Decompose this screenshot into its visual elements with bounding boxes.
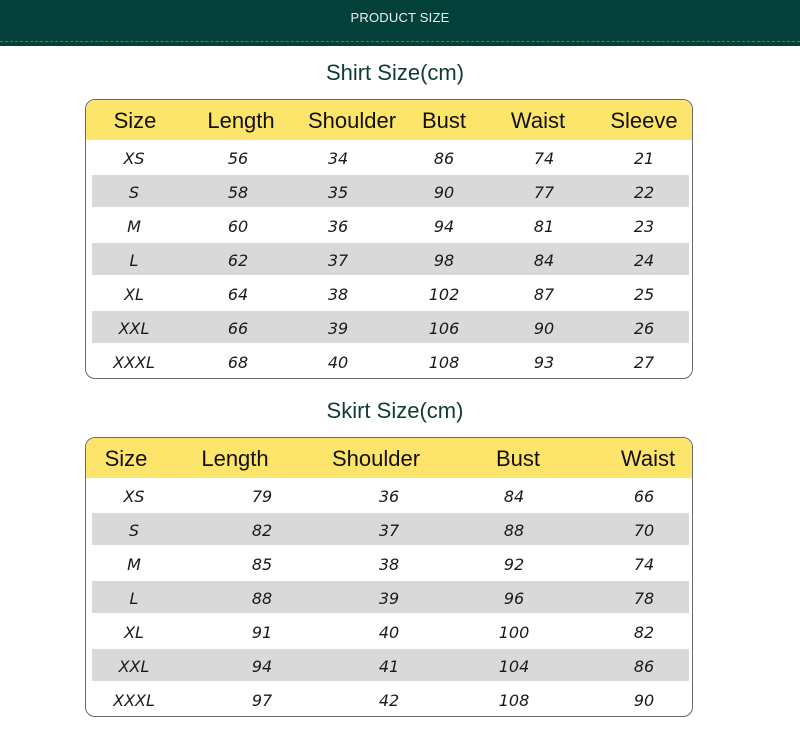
skirt-cell-size: L xyxy=(129,589,139,608)
shirt-cell-shoulder: 34 xyxy=(327,149,349,168)
skirt-cell-length: 82 xyxy=(251,521,273,540)
shirt-cell-waist: 90 xyxy=(533,319,555,338)
shirt-cell-sleeve: 26 xyxy=(633,319,655,338)
shirt-header-sleeve: Sleeve xyxy=(610,108,678,133)
skirt-cell-bust: 88 xyxy=(503,521,525,540)
shirt-header-shoulder: Shoulder xyxy=(307,108,397,133)
table-row xyxy=(86,310,692,344)
shirt-cell-bust: 86 xyxy=(433,149,455,168)
table-row xyxy=(86,614,692,648)
shirt-cell-waist: 93 xyxy=(533,353,555,372)
shirt-header-bust: Bust xyxy=(421,108,467,133)
skirt-cell-length: 85 xyxy=(251,555,273,574)
shirt-size-title: Shirt Size(cm) xyxy=(325,60,465,85)
shirt-cell-size: XS xyxy=(123,149,145,168)
table-row xyxy=(86,682,692,716)
skirt-cell-bust: 92 xyxy=(503,555,525,574)
skirt-cell-size: XXL xyxy=(118,657,150,676)
shirt-cell-bust: 102 xyxy=(428,285,460,304)
skirt-cell-waist: 66 xyxy=(633,487,655,506)
table-row xyxy=(86,580,692,614)
shirt-cell-waist: 84 xyxy=(533,251,555,270)
table-row xyxy=(86,174,692,208)
table-row xyxy=(86,546,692,580)
shirt-cell-size: XL xyxy=(124,285,144,304)
table-row xyxy=(86,478,692,512)
shirt-cell-size: XXL xyxy=(118,319,150,338)
skirt-cell-waist: 86 xyxy=(633,657,655,676)
skirt-cell-bust: 104 xyxy=(498,657,530,676)
shirt-cell-waist: 87 xyxy=(533,285,555,304)
table-row xyxy=(86,648,692,682)
shirt-cell-waist: 77 xyxy=(533,183,555,202)
shirt-cell-sleeve: 22 xyxy=(633,183,655,202)
skirt-cell-length: 79 xyxy=(251,487,273,506)
skirt-cell-size: S xyxy=(128,521,140,540)
shirt-cell-bust: 94 xyxy=(433,217,455,236)
shirt-cell-bust: 106 xyxy=(428,319,460,338)
skirt-cell-shoulder: 36 xyxy=(378,487,400,506)
shirt-cell-bust: 90 xyxy=(433,183,455,202)
skirt-cell-size: M xyxy=(127,555,141,574)
shirt-cell-length: 62 xyxy=(227,251,249,270)
skirt-cell-shoulder: 42 xyxy=(378,691,400,710)
skirt-header-length: Length xyxy=(201,446,269,471)
table-row xyxy=(86,276,692,310)
skirt-cell-shoulder: 40 xyxy=(378,623,400,642)
skirt-cell-waist: 82 xyxy=(633,623,655,642)
shirt-cell-sleeve: 25 xyxy=(633,285,655,304)
skirt-size-table xyxy=(85,437,693,717)
skirt-header-bust: Bust xyxy=(495,446,541,471)
skirt-cell-bust: 100 xyxy=(498,623,530,642)
shirt-cell-sleeve: 24 xyxy=(633,251,655,270)
shirt-cell-shoulder: 37 xyxy=(327,251,349,270)
skirt-cell-waist: 78 xyxy=(633,589,655,608)
shirt-cell-shoulder: 35 xyxy=(327,183,349,202)
table-row xyxy=(86,242,692,276)
skirt-cell-size: XS xyxy=(123,487,145,506)
shirt-size-table xyxy=(85,99,693,379)
shirt-cell-length: 56 xyxy=(227,149,249,168)
table-row xyxy=(86,344,692,378)
row-stripe xyxy=(92,243,689,275)
shirt-cell-length: 58 xyxy=(227,183,249,202)
skirt-cell-size: XXXL xyxy=(113,691,155,710)
skirt-table-header xyxy=(86,438,692,478)
table-row xyxy=(86,140,692,174)
skirt-cell-length: 94 xyxy=(251,657,273,676)
shirt-table-header xyxy=(86,100,692,140)
shirt-cell-sleeve: 23 xyxy=(633,217,655,236)
shirt-cell-length: 68 xyxy=(227,353,249,372)
skirt-cell-length: 97 xyxy=(251,691,273,710)
shirt-header-waist: Waist xyxy=(510,108,566,133)
skirt-cell-size: XL xyxy=(124,623,144,642)
banner-dashed-line xyxy=(0,41,800,42)
skirt-cell-bust: 108 xyxy=(498,691,530,710)
skirt-header-size: Size xyxy=(104,446,148,471)
shirt-header-length: Length xyxy=(207,108,275,133)
shirt-cell-sleeve: 21 xyxy=(633,149,655,168)
skirt-header-shoulder: Shoulder xyxy=(331,446,421,471)
skirt-cell-length: 88 xyxy=(251,589,273,608)
row-stripe xyxy=(92,175,689,207)
shirt-cell-shoulder: 36 xyxy=(327,217,349,236)
skirt-cell-shoulder: 38 xyxy=(378,555,400,574)
shirt-cell-bust: 108 xyxy=(428,353,460,372)
shirt-cell-size: S xyxy=(128,183,140,202)
shirt-cell-size: XXXL xyxy=(113,353,155,372)
skirt-cell-bust: 84 xyxy=(503,487,525,506)
shirt-cell-waist: 74 xyxy=(533,149,555,168)
shirt-cell-shoulder: 40 xyxy=(327,353,349,372)
shirt-cell-sleeve: 27 xyxy=(633,353,655,372)
skirt-cell-bust: 96 xyxy=(503,589,525,608)
skirt-cell-waist: 90 xyxy=(633,691,655,710)
shirt-cell-bust: 98 xyxy=(433,251,455,270)
skirt-cell-length: 91 xyxy=(251,623,273,642)
table-row xyxy=(86,512,692,546)
shirt-cell-length: 64 xyxy=(227,285,249,304)
shirt-cell-waist: 81 xyxy=(533,217,555,236)
skirt-cell-shoulder: 37 xyxy=(378,521,400,540)
table-row xyxy=(86,208,692,242)
top-banner xyxy=(0,0,800,46)
shirt-cell-shoulder: 38 xyxy=(327,285,349,304)
shirt-cell-length: 60 xyxy=(227,217,249,236)
skirt-cell-waist: 70 xyxy=(633,521,655,540)
shirt-header-size: Size xyxy=(113,108,157,133)
shirt-cell-length: 66 xyxy=(227,319,249,338)
skirt-header-waist: Waist xyxy=(620,446,676,471)
shirt-cell-shoulder: 39 xyxy=(327,319,349,338)
row-stripe xyxy=(92,311,689,343)
skirt-size-title: Skirt Size(cm) xyxy=(326,398,464,423)
skirt-cell-waist: 74 xyxy=(633,555,655,574)
skirt-cell-shoulder: 41 xyxy=(378,657,400,676)
shirt-cell-size: L xyxy=(129,251,139,270)
shirt-cell-size: M xyxy=(127,217,141,236)
banner-title: PRODUCT SIZE xyxy=(350,10,450,25)
skirt-cell-shoulder: 39 xyxy=(378,589,400,608)
